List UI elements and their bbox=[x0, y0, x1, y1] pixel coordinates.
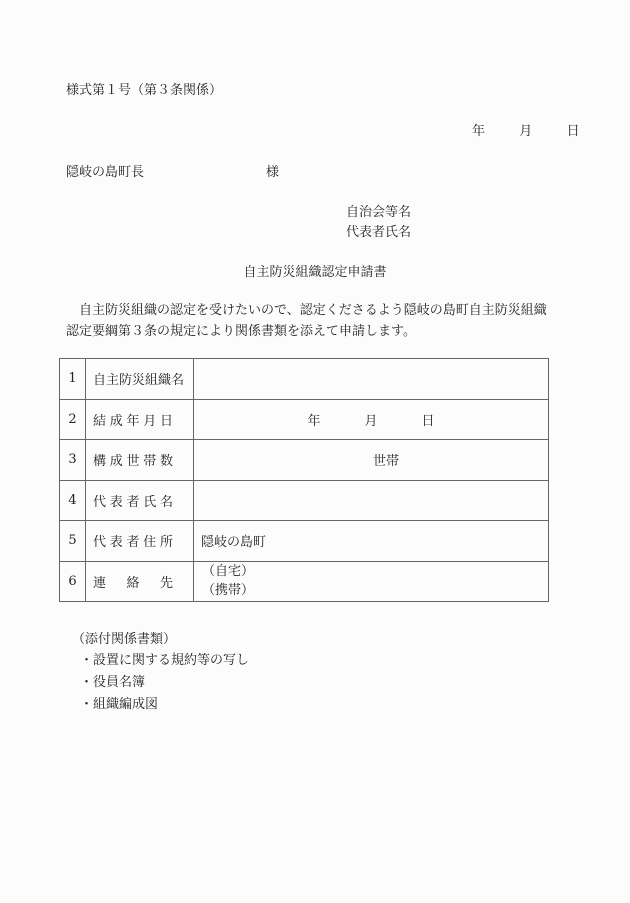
label-char: 世 bbox=[126, 454, 140, 470]
row-label bbox=[86, 521, 194, 562]
row-number: 5 bbox=[60, 521, 86, 562]
label-char: 代 bbox=[93, 535, 107, 551]
attachments-title: （添付関係書類） bbox=[72, 632, 177, 647]
month-unit: 月 bbox=[364, 413, 378, 429]
list-item: ・ 設置に関する規約等の写し bbox=[80, 650, 249, 672]
label-char: 絡 bbox=[126, 575, 140, 591]
label-char: 帯 bbox=[143, 454, 157, 470]
date-day: 日 bbox=[566, 124, 580, 139]
statement-line-1: 自主防災組織の認定を受けたいので、認定くださるよう隠岐の島町自主防災組織 bbox=[79, 303, 547, 318]
label-char: 連 bbox=[93, 575, 107, 591]
label-char: 日 bbox=[159, 413, 173, 429]
list-item: ・ 組織編成図 bbox=[80, 694, 249, 716]
date-month: 月 bbox=[519, 124, 533, 139]
statement-line-2: 認定要綱第３条の規定により関係書類を添えて申請します。 bbox=[66, 324, 416, 339]
row-number: 6 bbox=[60, 561, 86, 602]
household-count-field[interactable] bbox=[194, 440, 549, 481]
household-unit: 世帯 bbox=[372, 454, 399, 470]
label-char: 年 bbox=[126, 413, 140, 429]
row-label bbox=[86, 480, 194, 521]
org-name-field[interactable] bbox=[194, 359, 549, 400]
attachments-list bbox=[80, 650, 249, 716]
label-char: 氏 bbox=[143, 494, 157, 510]
list-item: ・ 役員名簿 bbox=[80, 672, 249, 694]
mobile-phone-label: （携帯） bbox=[202, 583, 255, 599]
label-char: 表 bbox=[109, 494, 123, 510]
submission-date bbox=[472, 120, 580, 139]
table-row bbox=[60, 480, 549, 521]
row-label bbox=[86, 561, 194, 602]
application-statement bbox=[66, 300, 547, 342]
applicant-org-label: 自治会等名 bbox=[346, 205, 412, 220]
home-phone-label: （自宅） bbox=[202, 564, 255, 580]
table-row bbox=[60, 359, 549, 400]
date-year: 年 bbox=[472, 124, 486, 139]
label-char: 月 bbox=[143, 413, 157, 429]
row-label: 自主防災組織名 bbox=[86, 359, 194, 400]
representative-name-field[interactable] bbox=[194, 480, 549, 521]
row-number: 3 bbox=[60, 440, 86, 481]
row-number: 2 bbox=[60, 399, 86, 440]
form-number: 様式第１号（第３条関係） bbox=[66, 83, 223, 98]
label-char: 所 bbox=[159, 535, 173, 551]
label-char: 成 bbox=[109, 454, 123, 470]
label-char: 先 bbox=[159, 575, 173, 591]
table-row bbox=[60, 440, 549, 481]
label-char: 表 bbox=[109, 535, 123, 551]
application-table bbox=[59, 358, 549, 602]
label-char: 者 bbox=[126, 494, 140, 510]
document-title: 自主防災組織認定申請書 bbox=[243, 265, 387, 280]
formation-date-field[interactable] bbox=[194, 399, 549, 440]
label-char: 構 bbox=[93, 454, 107, 470]
honorific: 様 bbox=[266, 165, 280, 180]
label-char: 数 bbox=[159, 454, 173, 470]
row-label bbox=[86, 440, 194, 481]
row-number: 4 bbox=[60, 480, 86, 521]
label-char: 結 bbox=[93, 413, 107, 429]
row-number: 1 bbox=[60, 359, 86, 400]
label-char: 住 bbox=[143, 535, 157, 551]
label-char: 名 bbox=[159, 494, 173, 510]
label-char: 者 bbox=[126, 535, 140, 551]
table-row bbox=[60, 561, 549, 602]
year-unit: 年 bbox=[307, 413, 321, 429]
representative-address-field[interactable]: 隠岐の島町 bbox=[194, 521, 549, 562]
applicant-rep-label: 代表者氏名 bbox=[346, 225, 412, 240]
row-label bbox=[86, 399, 194, 440]
table-row bbox=[60, 399, 549, 440]
day-unit: 日 bbox=[421, 413, 435, 429]
contact-field[interactable] bbox=[194, 561, 549, 602]
addressee: 隠岐の島町長 bbox=[66, 165, 145, 180]
label-char: 成 bbox=[109, 413, 123, 429]
table-row bbox=[60, 521, 549, 562]
label-char: 代 bbox=[93, 494, 107, 510]
